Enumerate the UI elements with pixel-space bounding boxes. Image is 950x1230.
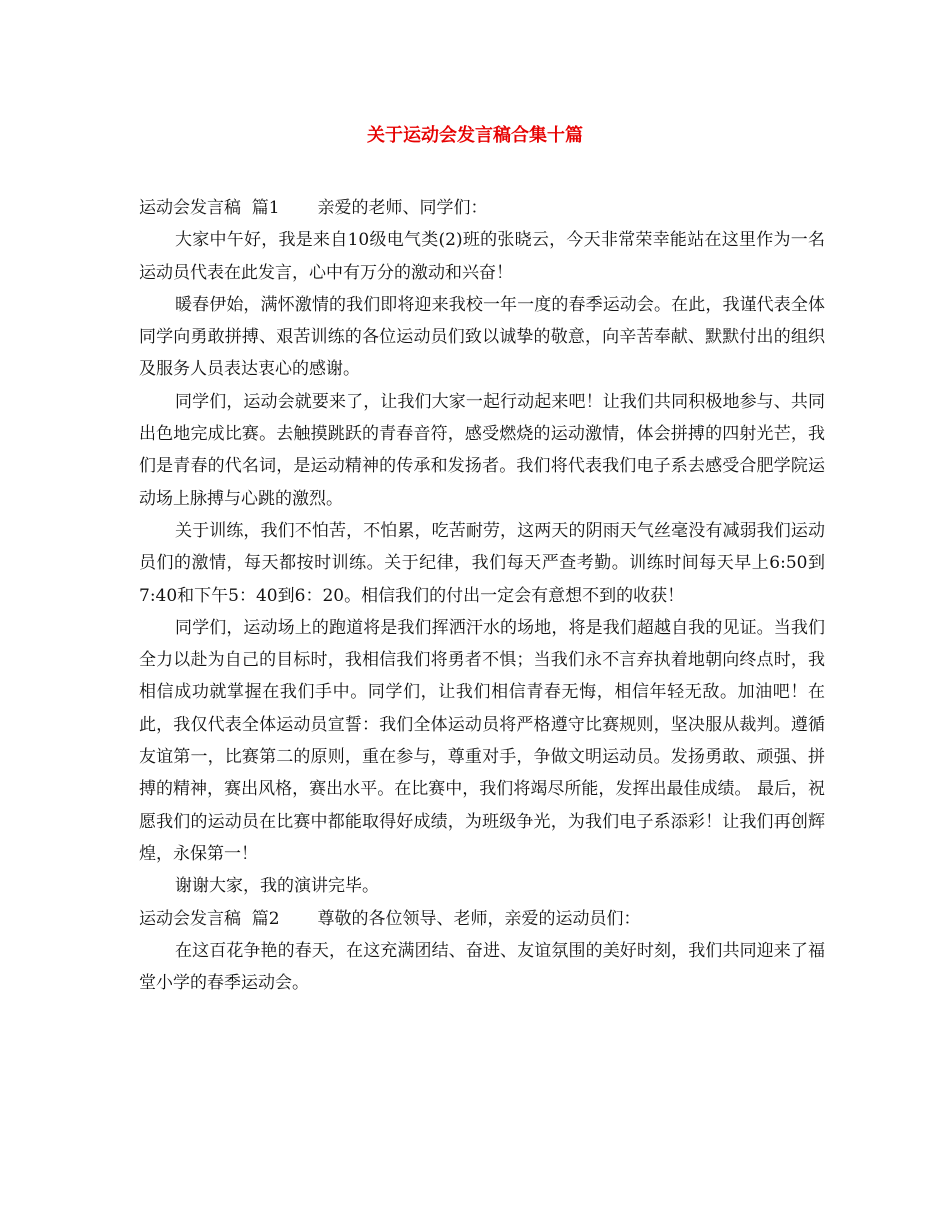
section-2-paragraph-1: 在这百花争艳的春天，在这充满团结、奋进、友谊氛围的美好时刻，我们共同迎来了福堂小学的春季运动会。 [139,940,825,994]
section-1-paragraph-6: 谢谢大家，我的演讲完毕。 [175,876,379,897]
section-1-paragraph-1: 大家中午好，我是来自10级电气类(2)班的张晓云，今天非常荣幸能站在这里作为一名运动员代表在此发言，心中有万分的激动和兴奋！ [139,230,825,283]
section-1-paragraph-3: 同学们，运动会就要来了，让我们大家一起行动起来吧！让我们共同积极地参与、共同出色地完成比赛。去触摸跳跃的青春音符，感受燃烧的运动激情，体会拼搏的四射光芒，我们是青春的代名词，是运动精神的传承和发扬者。我们将代表我们电子系去感受合肥学院运动场上脉搏与心跳的激烈。 [139,391,825,509]
section-2-heading: 运动会发言稿 篇2 尊敬的各位领导、老师，亲爱的运动员们： [139,908,641,929]
section-1-heading: 运动会发言稿 篇1 亲爱的老师、同学们： [139,198,488,218]
section-1-paragraph-2: 暖春伊始，满怀激情的我们即将迎来我校一年一度的春季运动会。在此，我谨代表全体同学向勇敢拼搏、艰苦训练的各位运动员们致以诚挚的敬意，向辛苦奉献、默默付出的组织及服务人员表达衷心的感谢。 [139,294,825,380]
document-body [139,192,825,999]
section-1-paragraph-4: 关于训练，我们不怕苦，不怕累，吃苦耐劳，这两天的阴雨天气丝毫没有减弱我们运动员们的激情，每天都按时训练。关于纪律，我们每天严查考勤。训练时间每天早上6:50到7:40和下午5：40到6：20。相信我们的付出一定会有意想不到的收获！ [139,520,825,606]
section-1-paragraph-5: 同学们，运动场上的跑道将是我们挥洒汗水的场地，将是我们超越自我的见证。当我们全力以赴为自己的目标时，我相信我们将勇者不惧；当我们永不言弃执着地朝向终点时，我相信成功就掌握在我们手中。同学们，让我们相信青春无悔，相信年轻无敌。加油吧！在此，我仅代表全体运动员宣誓：我们全体运动员将严格遵守比赛规则，坚决服从裁判。遵循友谊第一，比赛第二的原则，重在参与，尊重对手，争做文明运动员。发扬勇敢、顽强、拼搏的精神，赛出风格，赛出水平。在比赛中，我们将竭尽所能，发挥出最佳成绩。 最后，祝愿我们的运动员在比赛中都能取得好成绩，为班级争光，为我们电子系添彩！让我们再创辉煌，永保第一！ [139,617,825,864]
document-title: 关于运动会发言稿合集十篇 [367,125,583,146]
